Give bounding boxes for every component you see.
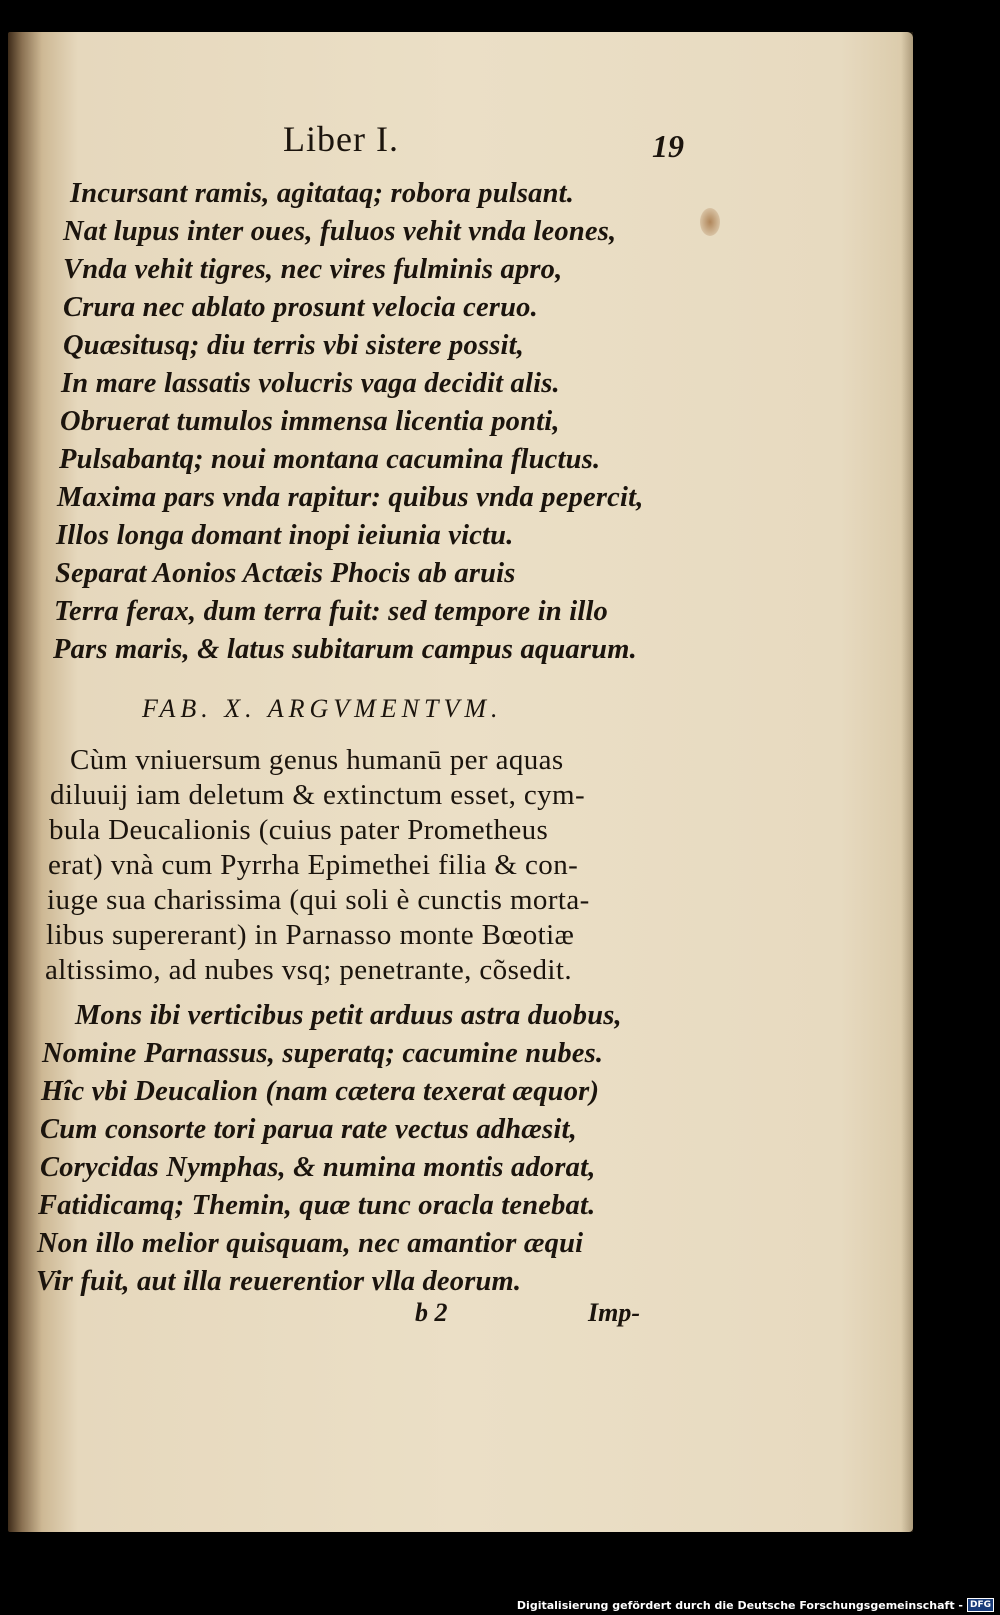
argument-line: erat) vnà cum Pyrrha Epimethei filia & con- [48, 849, 579, 881]
verse-line: Hîc vbi Deucalion (nam cætera texerat æquor) [41, 1076, 600, 1107]
verse-line: Nomine Parnassus, superatq; cacumine nubes. [42, 1038, 604, 1069]
argument-line: iuge sua charissima (qui soli è cunctis morta- [47, 884, 590, 916]
verse-line: Quæsitusq; diu terris vbi sistere possit, [63, 330, 525, 361]
verse-line: Nat lupus inter oues, fuluos vehit vnda leones, [63, 216, 617, 247]
argument-line: bula Deucalionis (cuius pater Prometheus [49, 814, 549, 846]
verse-line: Illos longa domant inopi ieiunia victu. [56, 520, 514, 551]
argument-line: diluuij iam deletum & extinctum esset, cym- [50, 779, 586, 811]
folio-number: 19 [652, 128, 684, 164]
running-title: Liber I. [283, 119, 399, 159]
dfg-logo-icon: DFG [967, 1598, 994, 1612]
verse-line: In mare lassatis volucris vaga decidit alis. [61, 368, 560, 399]
verse-line: Corycidas Nymphas, & numina montis adorat, [40, 1152, 596, 1183]
ink-stain [700, 208, 720, 236]
catchword: Imp- [588, 1298, 640, 1327]
argument-line: Cùm vniuersum genus humanū per aquas [70, 744, 564, 776]
verse-line: Obruerat tumulos immensa licentia ponti, [60, 406, 560, 437]
verse-line: Cum consorte tori parua rate vectus adhæsit, [40, 1114, 577, 1145]
argument-line: altissimo, ad nubes vsq; penetrante, cõsedit. [45, 954, 573, 986]
section-heading: FAB. X. ARGVMENTVM. [142, 694, 503, 723]
digitization-footer [517, 1598, 994, 1612]
verse-line: Pulsabantq; noui montana cacumina fluctus. [59, 444, 601, 475]
verse-line: Incursant ramis, agitataq; robora pulsant. [70, 178, 575, 209]
verse-line: Vnda vehit tigres, nec vires fulminis apro, [63, 254, 563, 285]
verse-line: Maxima pars vnda rapitur: quibus vnda pepercit, [57, 482, 644, 513]
verse-line: Crura nec ablato prosunt velocia ceruo. [63, 292, 538, 323]
argument-line: libus supererant) in Parnasso monte Bœotiæ [46, 919, 575, 951]
verse-line: Terra ferax, dum terra fuit: sed tempore in illo [54, 596, 609, 627]
footer-credit: Digitalisierung gefördert durch die Deutsche Forschungsgemeinschaft - [516, 1598, 963, 1612]
verse-line: Fatidicamq; Themin, quæ tunc oracla tenebat. [38, 1190, 596, 1221]
verse-line: Non illo melior quisquam, nec amantior æqui [37, 1228, 584, 1259]
verse-line: Pars maris, & latus subitarum campus aquarum. [53, 634, 637, 665]
verse-line: Vir fuit, aut illa reuerentior vlla deorum. [36, 1266, 522, 1297]
verse-line: Separat Aonios Actæis Phocis ab aruis [55, 558, 516, 589]
signature-mark: b 2 [415, 1298, 448, 1327]
verse-line: Mons ibi verticibus petit arduus astra duobus, [75, 1000, 622, 1031]
